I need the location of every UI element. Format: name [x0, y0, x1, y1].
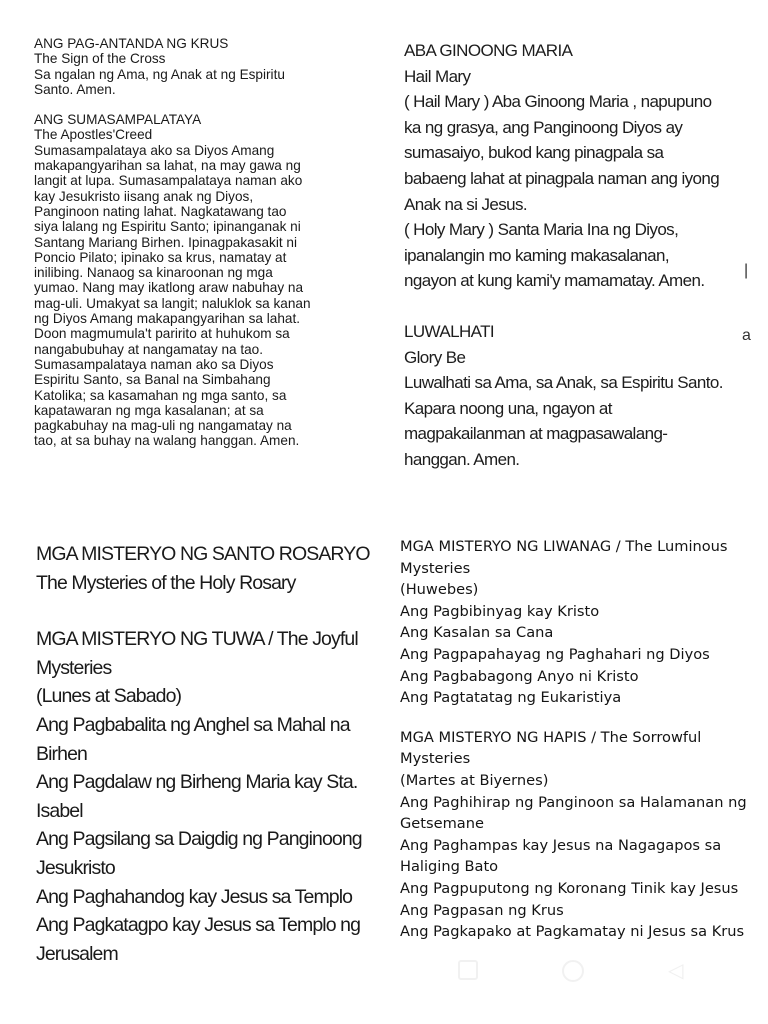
prayer-line: langit at lupa. Sumasampalataya naman ako	[34, 173, 303, 189]
prayer-line: tao, at sa buhay na walang hanggan. Amen.	[34, 433, 300, 449]
sorrowful-days: (Martes at Biyernes)	[400, 771, 549, 789]
glory-be-title: LUWALHATI	[404, 321, 495, 341]
prayer-line: nangabubuhay at nangamatay na tao.	[34, 341, 264, 357]
home-icon	[562, 960, 584, 982]
mystery-item: Ang Paghihirap ng Panginoon sa Halamanan ng Getsemane	[400, 793, 747, 833]
prayer-line: Santo. Amen.	[34, 81, 116, 97]
prayer-line: Sa ngalan ng Ama, ng Anak at ng Espiritu	[34, 66, 285, 82]
mystery-item: Ang Paghampas kay Jesus na Nagagapos sa Haliging Bato	[400, 836, 722, 876]
prayer-line: magpakailanman at magpasawalang-	[404, 424, 668, 444]
recent-apps-icon	[458, 960, 478, 980]
glory-be-section	[404, 319, 754, 473]
prayer-line: Sumasampalataya naman ako sa Diyos	[34, 356, 274, 372]
mystery-item: Ang Pagbabagong Anyo ni Kristo	[400, 667, 639, 685]
prayer-line: Poncio Pilato; ipinako sa krus, namatay at	[34, 249, 287, 265]
rosary-section	[36, 540, 386, 597]
luminous-section	[400, 536, 755, 709]
mystery-item: Ang Pagsilang sa Daigdig ng Panginoong Jesukristo	[36, 828, 362, 879]
panel-rosary-joyful	[36, 540, 386, 970]
creed-subtitle: The Apostles'Creed	[34, 127, 153, 143]
mystery-item: Ang Kasalan sa Cana	[400, 624, 554, 642]
mystery-item: Ang Pagpapahayag ng Paghahari ng Diyos	[400, 645, 710, 663]
luminous-title: MGA MISTERYO NG LIWANAG / The Luminous Mysteries	[400, 538, 728, 577]
prayer-line: yumao. Nang may ikatlong araw nabuhay na	[34, 280, 304, 296]
prayer-line: Santang Mariang Birhen. Ipinagpakasakit ni	[34, 234, 297, 250]
mystery-item: Ang Pagbibinyag kay Kristo	[400, 602, 600, 620]
prayer-line: Kapara noong una, ngayon at	[404, 398, 612, 418]
prayer-line: ipanalangin mo kaming makasalanan,	[404, 245, 669, 265]
sorrowful-title: MGA MISTERYO NG HAPIS / The Sorrowful Mysteries	[400, 728, 702, 768]
prayer-line: sumasaiyo, bukod kang pinagpala sa	[404, 143, 664, 163]
prayer-line: ( Holy Mary ) Santa Maria Ina ng Diyos,	[404, 220, 679, 240]
prayer-line: ng Diyos Amang makapangyarihan sa lahat.	[34, 311, 300, 327]
mystery-item: Ang Pagpuputong ng Koronang Tinik kay Jesus	[400, 879, 739, 897]
hail-mary-subtitle: Hail Mary	[404, 66, 471, 86]
prayer-line: ka ng grasya, ang Panginoong Diyos ay	[404, 117, 683, 137]
prayer-line: kay Jesukristo iisang anak ng Diyos,	[34, 188, 254, 204]
hail-mary-title: ABA GINOONG MARIA	[404, 41, 573, 60]
prayer-line: Panginoon nating lahat. Nagkatawang tao	[34, 203, 287, 219]
panel-hail-mary-glory-be	[404, 38, 754, 484]
glory-be-subtitle: Glory Be	[404, 347, 466, 367]
sorrowful-section	[400, 727, 755, 943]
prayer-line: Sumasampalataya ako sa Diyos Amang	[34, 142, 275, 158]
creed-title: ANG SUMASAMPALATAYA	[34, 112, 202, 128]
mystery-item: Ang Pagdalaw ng Birheng Maria kay Sta. Isabel	[36, 771, 358, 822]
prayer-line: ngayon at kung kami'y mamamatay. Amen.	[404, 271, 705, 291]
back-icon: ◁	[668, 958, 684, 982]
prayer-line: pagkabuhay na mag-uli ng nangamatay na	[34, 418, 292, 434]
mystery-item: Ang Pagpasan ng Krus	[400, 901, 564, 919]
prayer-line: siya lalang ng Espiritu Santo; ipinanganak ni	[34, 219, 301, 235]
panel-sign-and-creed	[34, 36, 379, 472]
prayer-line: inilibing. Nanaog sa kinaroonan ng mga	[34, 265, 273, 281]
edge-artifact: |	[744, 262, 749, 279]
prayer-line: Doon magmumula't paririto at huhukom sa	[34, 326, 290, 342]
sign-of-cross-title: ANG PAG-ANTANDA NG KRUS	[34, 36, 229, 51]
prayer-line: Katolika; sa kasamahan ng mga santo, sa	[34, 387, 287, 403]
prayer-line: hanggan. Amen.	[404, 449, 520, 469]
prayer-line: Anak na si Jesus.	[404, 194, 528, 214]
panel-luminous-sorrowful	[400, 536, 755, 988]
joyful-days: (Lunes at Sabado)	[36, 685, 182, 708]
joyful-title: MGA MISTERYO NG TUWA / The Joyful Mysteries	[36, 628, 358, 679]
creed-section	[34, 112, 379, 449]
prayer-line: Espiritu Santo, sa Banal na Simbahang	[34, 372, 271, 388]
mystery-item: Ang Pagkatagpo kay Jesus sa Templo ng Jerusalem	[36, 914, 361, 965]
prayer-line: ( Hail Mary ) Aba Ginoong Maria , napupuno	[404, 92, 712, 112]
edge-artifact: a	[742, 327, 751, 344]
prayer-line: babaeng lahat at pinagpala naman ang iyong	[404, 168, 720, 188]
joyful-section	[36, 625, 386, 968]
prayer-line: mag-uli. Umakyat sa langit; naluklok sa kanan	[34, 295, 311, 311]
rosary-title: MGA MISTERYO NG SANTO ROSARYO	[36, 543, 370, 565]
mystery-item: Ang Paghahandog kay Jesus sa Templo	[36, 885, 353, 908]
prayer-line: makapangyarihan sa lahat, na may gawa ng	[34, 158, 301, 174]
sign-of-cross-subtitle: The Sign of the Cross	[34, 51, 166, 67]
hail-mary-section	[404, 38, 754, 294]
mystery-item: Ang Pagtatatag ng Eukaristiya	[400, 689, 622, 707]
mystery-item: Ang Pagkapako at Pagkamatay ni Jesus sa Krus	[400, 923, 745, 941]
prayer-line: kapatawaran ng mga kasalanan; at sa	[34, 402, 264, 418]
sign-of-cross-section	[34, 36, 379, 97]
mystery-item: Ang Pagbabalita ng Anghel sa Mahal na Birhen	[36, 713, 350, 765]
rosary-subtitle: The Mysteries of the Holy Rosary	[36, 571, 296, 594]
prayer-line: Luwalhati sa Ama, sa Anak, sa Espiritu Santo.	[404, 373, 723, 393]
luminous-days: (Huwebes)	[400, 581, 479, 599]
